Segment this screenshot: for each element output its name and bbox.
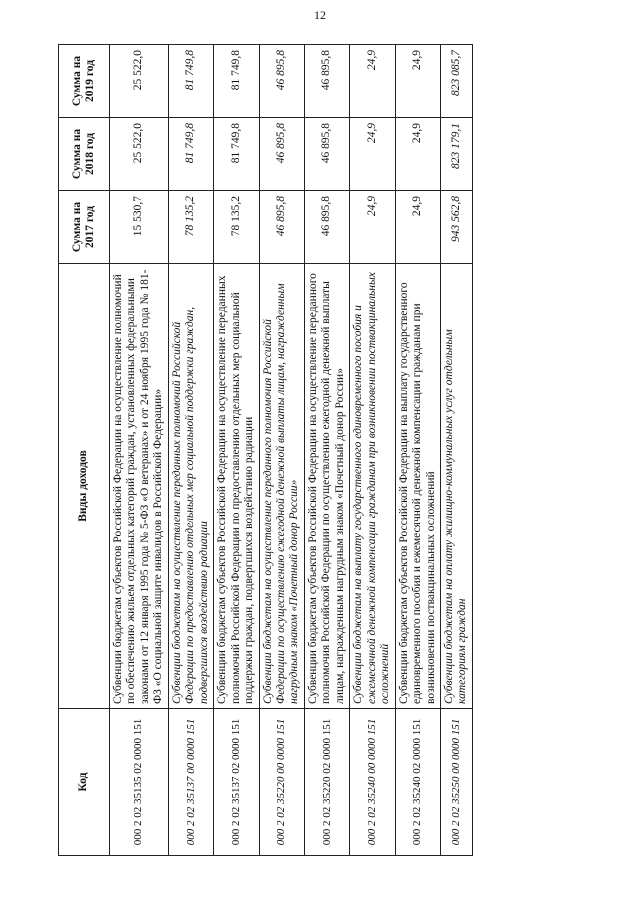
row-code: 000 2 02 35220 02 0000 151	[304, 709, 349, 856]
row-sum-2018: 46 895,8	[259, 118, 304, 191]
row-sum-2017: 15 530,7	[110, 191, 169, 264]
row-code: 000 2 02 35220 00 0000 151	[259, 709, 304, 856]
row-sum-2017: 78 135,2	[168, 191, 213, 264]
table-row	[168, 45, 213, 856]
row-sum-2019: 81 749,8	[214, 45, 259, 118]
row-sum-2017: 24,9	[395, 191, 440, 264]
row-sum-2018: 81 749,8	[168, 118, 213, 191]
table-row	[440, 45, 472, 856]
row-sum-2018: 46 895,8	[304, 118, 349, 191]
table-header-row	[59, 45, 110, 856]
row-sum-2017: 46 895,8	[259, 191, 304, 264]
row-sum-2019: 24,9	[350, 45, 395, 118]
table-row	[214, 45, 259, 856]
table-row	[350, 45, 395, 856]
row-description: Субвенции бюджетам на осуществление переданного полномочия Российской Федерации по осуществлению ежегодной денежной выплаты лицам, награжденным нагрудным знаком «Почетный донор России»	[259, 264, 304, 709]
header-type: Виды доходов	[59, 264, 110, 709]
row-sum-2017: 24,9	[350, 191, 395, 264]
row-code: 000 2 02 35137 00 0000 151	[168, 709, 213, 856]
header-sum-2019: Сумма на 2019 год	[59, 45, 110, 118]
row-sum-2017: 46 895,8	[304, 191, 349, 264]
header-sum-2018: Сумма на 2018 год	[59, 118, 110, 191]
row-sum-2019: 24,9	[395, 45, 440, 118]
revenue-table	[58, 44, 473, 856]
row-code: 000 2 02 35250 00 0000 151	[440, 709, 472, 856]
row-sum-2019: 46 895,8	[259, 45, 304, 118]
row-sum-2019: 823 085,7	[440, 45, 472, 118]
row-description: Субвенции бюджетам субъектов Российской Федерации на выплату государственного единовременного пособия и ежемесячной денежной компенсации гражданам при возникновении поствакцинальных осложнений	[395, 264, 440, 709]
row-description: Субвенции бюджетам на осуществление переданных полномочий Российской Федерации по предоставлению отдельных мер социальной поддержки граждан, подвергшихся воздействию радиации	[168, 264, 213, 709]
table-row	[110, 45, 169, 856]
row-sum-2018: 24,9	[395, 118, 440, 191]
rotated-table-wrapper	[58, 44, 590, 856]
row-code: 000 2 02 35135 02 0000 151	[110, 709, 169, 856]
row-sum-2018: 24,9	[350, 118, 395, 191]
header-sum-2017: Сумма на 2017 год	[59, 191, 110, 264]
table-row	[304, 45, 349, 856]
page-number: 12	[314, 8, 326, 22]
row-code: 000 2 02 35240 00 0000 151	[350, 709, 395, 856]
row-sum-2017: 78 135,2	[214, 191, 259, 264]
row-description: Субвенции бюджетам на выплату государственного единовременного пособия и ежемесячной денежной компенсации гражданам при возникновении поствакцинальных осложнений	[350, 264, 395, 709]
row-description: Субвенции бюджетам субъектов Российской Федерации на осуществление переданных полномочий Российской Федерации по предоставлению отдельных мер социальной поддержки граждан, подвергшихся воздействию радиации	[214, 264, 259, 709]
row-sum-2017: 943 562,8	[440, 191, 472, 264]
row-sum-2018: 823 179,1	[440, 118, 472, 191]
row-description: Субвенции бюджетам субъектов Российской Федерации на осуществление полномочий по обеспечению жильем отдельных категорий граждан, установленных федеральными законами от 12 января 1995 года № 5-ФЗ «О ветеранах» и от 24 ноября 1995 года № 181-ФЗ «О социальной защите инвалидов в Российской Федерации»	[110, 264, 169, 709]
row-description: Субвенции бюджетам на оплату жилищно-коммунальных услуг отдельным категориям граждан	[440, 264, 472, 709]
header-code: Код	[59, 709, 110, 856]
row-code: 000 2 02 35240 02 0000 151	[395, 709, 440, 856]
row-description: Субвенции бюджетам субъектов Российской Федерации на осуществление переданного полномочия Российской Федерации по осуществлению ежегодной денежной выплаты лицам, награжденным нагрудным знаком «Почетный донор России»	[304, 264, 349, 709]
row-sum-2018: 81 749,8	[214, 118, 259, 191]
row-sum-2019: 25 522,0	[110, 45, 169, 118]
table-row	[395, 45, 440, 856]
row-sum-2019: 46 895,8	[304, 45, 349, 118]
row-sum-2019: 81 749,8	[168, 45, 213, 118]
table-row	[259, 45, 304, 856]
row-code: 000 2 02 35137 02 0000 151	[214, 709, 259, 856]
row-sum-2018: 25 522,0	[110, 118, 169, 191]
